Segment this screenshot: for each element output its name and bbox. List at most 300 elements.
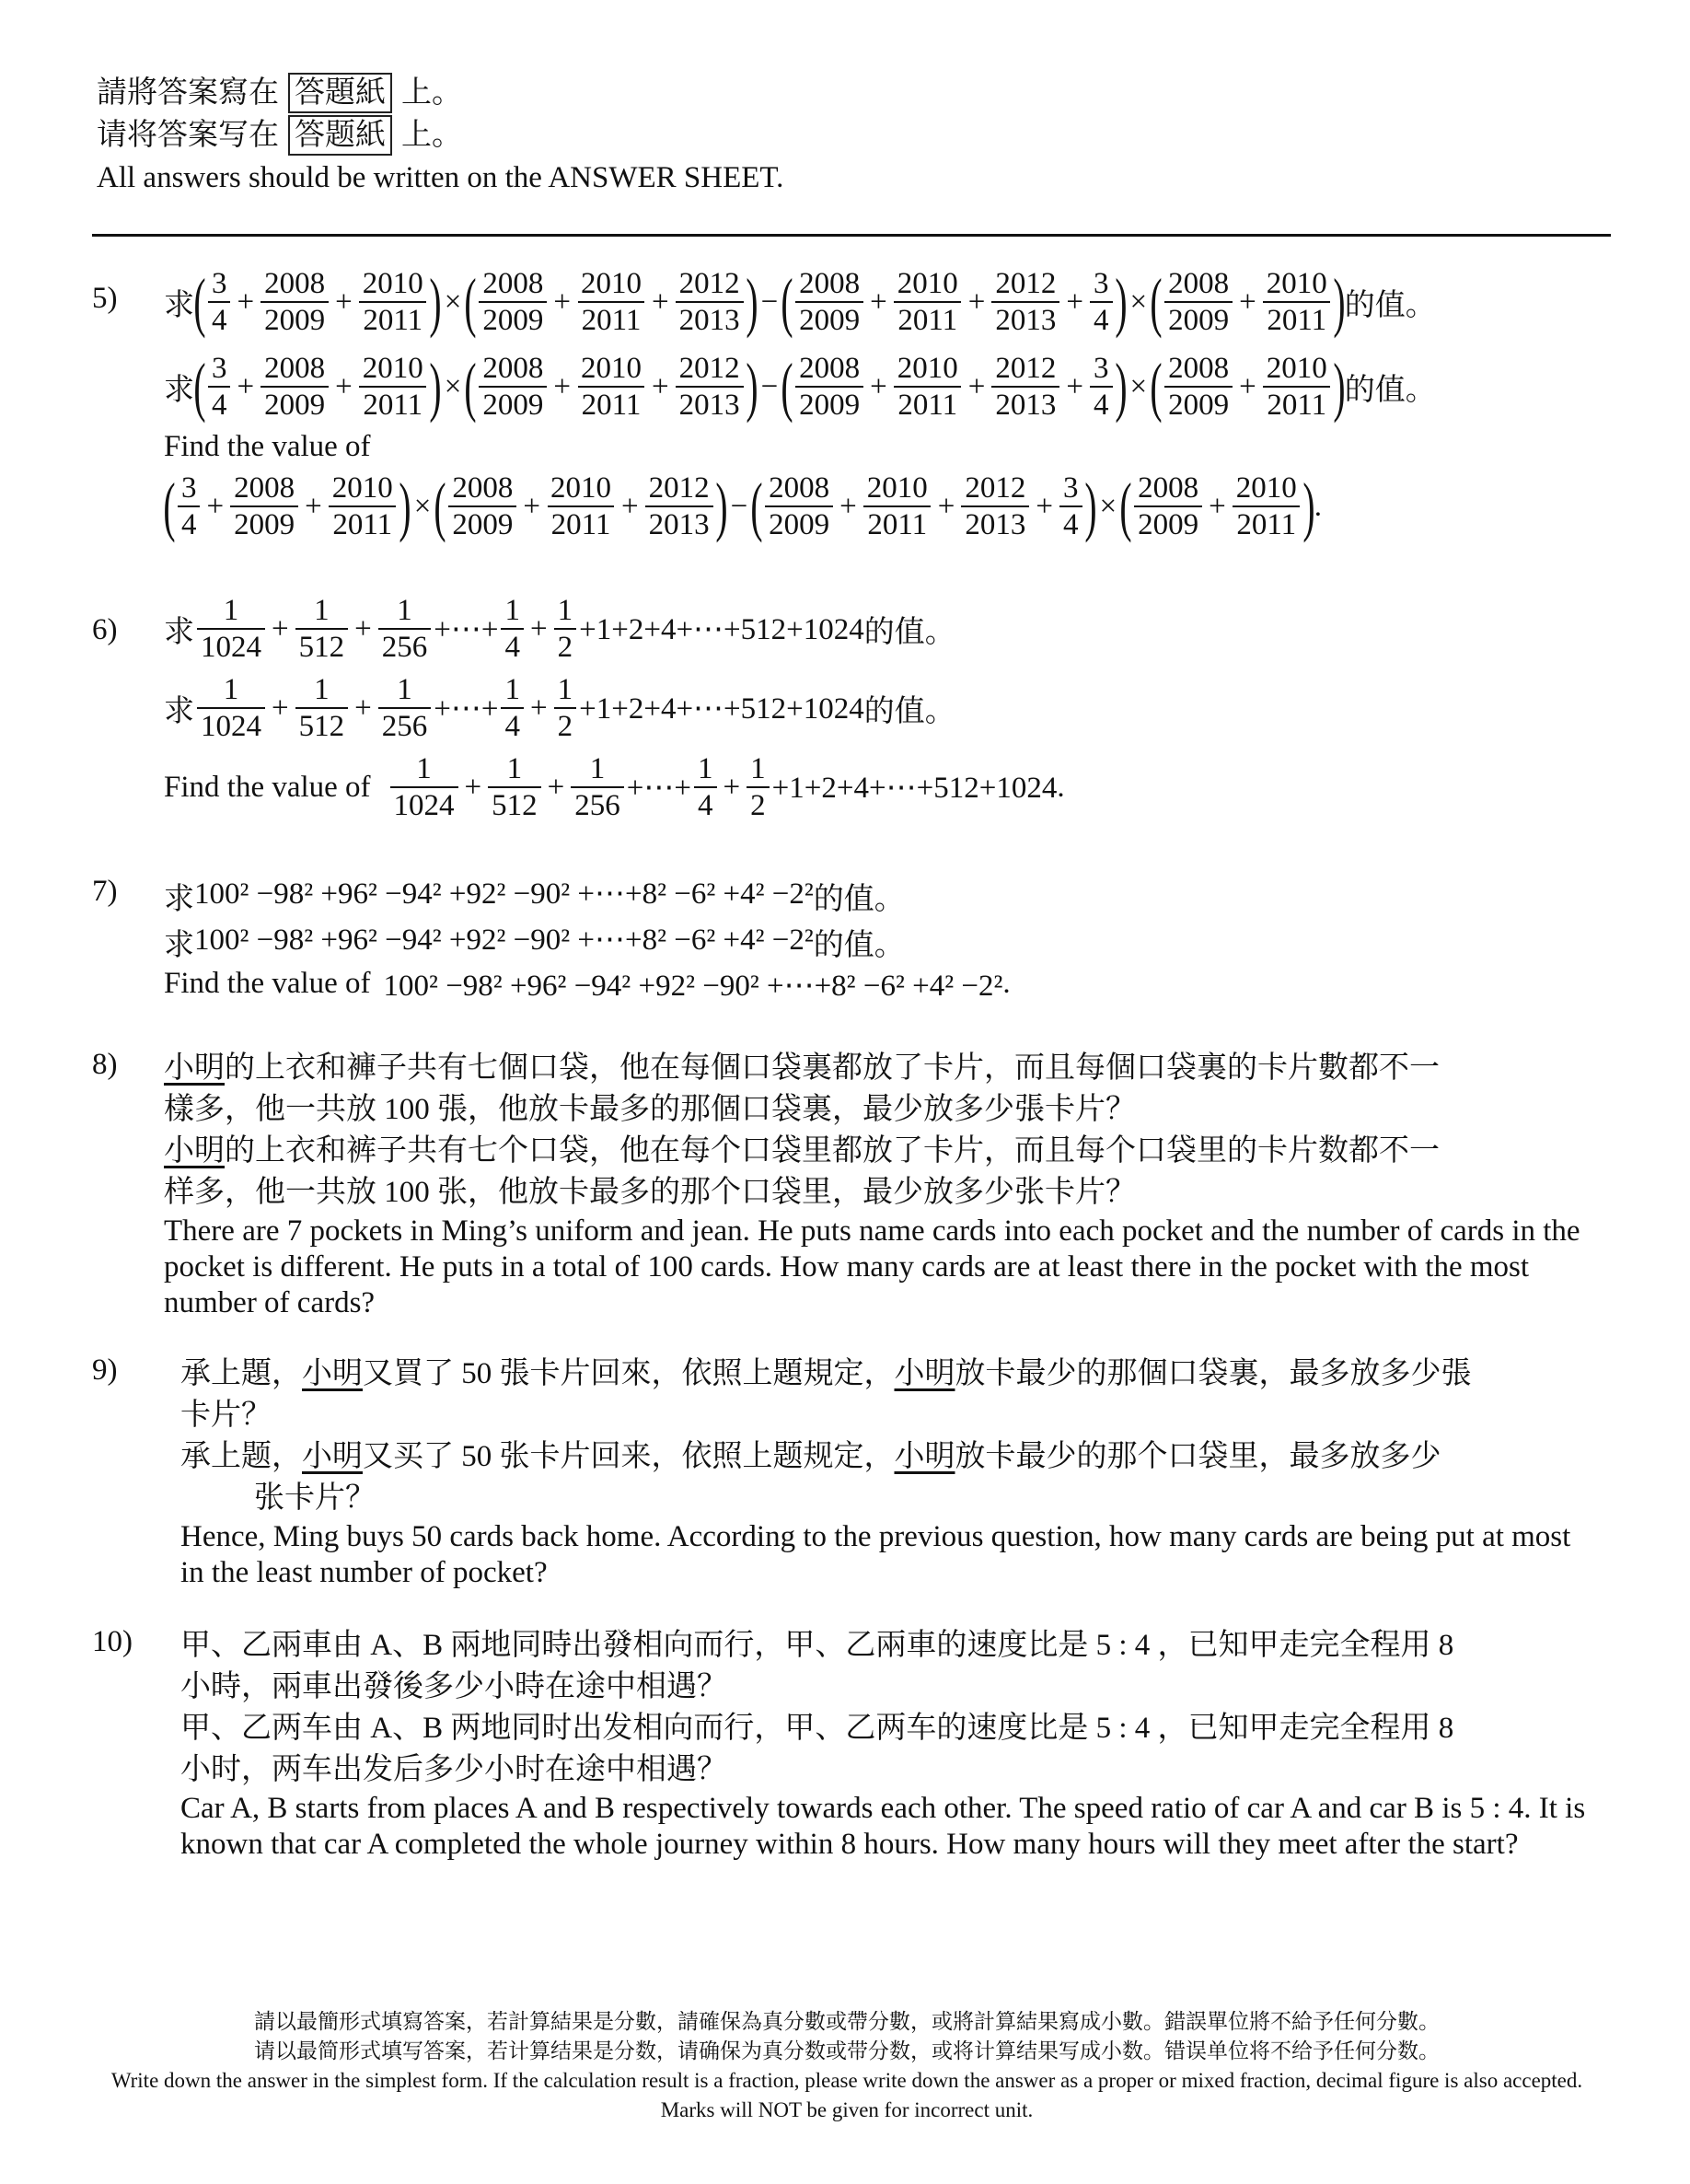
value-suffix: 的值。 (813, 929, 905, 962)
plus-sign: + (937, 489, 955, 523)
q10-english: Car A, B starts from places A and B respectively towards each other. The speed ratio of car A and car B is 5 : 4. It is known that car A completed the whole journey within 8 hours. How many hours will they meet after the start? (180, 1792, 1586, 1861)
question-9 (92, 1353, 1620, 1593)
numerator: 2008 (1168, 352, 1230, 385)
q9-trad-line2: 卡片？ (180, 1399, 272, 1432)
question-7-body (164, 875, 1620, 1013)
q8-simp-line2: 样多，他一共放 100 张，他放卡最多的那个口袋里，最少放多少张卡片？ (164, 1176, 1136, 1209)
minus-sign: − (760, 285, 779, 319)
numerator: 1 (416, 752, 432, 785)
q5-row-english (164, 464, 1620, 549)
numerator: 3 (1063, 471, 1079, 505)
q8-trad-line2: 樣多，他一共放 100 張，他放卡最多的那個口袋裏，最少放多少張卡片？ (164, 1093, 1136, 1126)
plus-sign: + (335, 369, 353, 403)
denominator: 2009 (795, 301, 863, 338)
numerator: 2010 (331, 471, 393, 505)
denominator: 2009 (1164, 386, 1233, 423)
numerator: 1 (397, 594, 412, 627)
plus-sign: + (529, 611, 548, 645)
q5-row-traditional (164, 260, 1620, 344)
instruction-english: All answers should be written on the ANSWER SHEET. (97, 161, 784, 194)
fraction (295, 593, 349, 665)
right-paren: ) (1114, 265, 1128, 339)
fraction (961, 470, 1029, 542)
q7-expression: 100² −98² +96² −94² +92² −90² +⋯+8² −6² +4² −2² (383, 970, 1003, 1003)
footer-note (110, 2007, 1583, 2125)
plus-sign: + (1066, 369, 1084, 403)
instruction-trad-prefix: 請將答案寫在 (97, 76, 279, 110)
denominator: 2011 (329, 505, 396, 542)
ellipsis-term: +⋯+ (626, 772, 692, 805)
fraction (1134, 470, 1202, 542)
q5-row-simplified (164, 344, 1620, 429)
fraction (488, 751, 541, 823)
denominator: 2 (554, 707, 577, 744)
q9-simp-line1 (180, 1436, 1620, 1478)
left-paren: ( (163, 470, 176, 543)
denominator: 2011 (359, 301, 426, 338)
fraction (765, 470, 833, 542)
q10-simp-line1: 甲、乙两车由 A、B 两地同时出发相向而行，甲、乙两车的速度比是 5 : 4 ，已知甲走完全程用 8 (180, 1712, 1454, 1745)
numerator: 2010 (897, 267, 958, 300)
answer-sheet-box-simp: 答题紙 (288, 115, 392, 156)
fraction (991, 351, 1059, 423)
numerator: 2008 (1168, 267, 1230, 300)
qiu-label: 求 (164, 373, 194, 407)
question-9-body (180, 1353, 1620, 1591)
times-sign: × (444, 285, 462, 319)
plus-sign: + (553, 285, 571, 319)
question-5-body (164, 260, 1620, 549)
header-divider (92, 234, 1611, 237)
find-label: Find the value of (164, 770, 371, 804)
denominator: 2009 (765, 505, 833, 542)
q6-expression (388, 751, 1058, 823)
numerator: 3 (211, 267, 227, 300)
denominator: 4 (1059, 505, 1082, 542)
instruction-simp-prefix: 请将答案写在 (97, 119, 279, 152)
question-number: 10) (92, 1625, 133, 1658)
numerator: 2012 (678, 267, 740, 300)
q8-trad-text: 的上衣和褲子共有七個口袋，他在每個口袋裏都放了卡片，而且每個口袋裏的卡片數都不一 (225, 1051, 1440, 1085)
right-paren: ) (1114, 350, 1128, 424)
plus-sign: + (464, 770, 482, 804)
numerator: 2010 (550, 471, 611, 505)
right-paren: ) (714, 470, 728, 543)
left-paren: ( (464, 350, 477, 424)
question-number: 6) (92, 613, 118, 646)
q8-simp-text: 的上衣和裤子共有七个口袋，他在每个口袋里都放了卡片，而且每个口袋里的卡片数都不一 (225, 1134, 1440, 1168)
numerator: 1 (223, 673, 239, 706)
times-sign: × (1099, 489, 1117, 523)
numerator: 1 (223, 594, 239, 627)
fraction (501, 593, 524, 665)
right-paren: ) (1333, 265, 1346, 339)
numerator: 2012 (995, 352, 1057, 385)
fraction (260, 351, 329, 423)
question-number: 8) (92, 1048, 118, 1081)
fraction (260, 266, 329, 338)
numerator: 2012 (995, 267, 1057, 300)
q7-expression: 100² −98² +96² −94² +92² −90² +⋯+8² −6² +4² −2² (194, 924, 814, 957)
plus-sign: + (272, 611, 289, 645)
fraction (577, 351, 645, 423)
left-paren: ( (1150, 350, 1163, 424)
value-suffix: 的值。 (813, 883, 905, 916)
denominator: 2009 (260, 301, 329, 338)
denominator: 2013 (645, 505, 713, 542)
footer-english: Write down the answer in the simplest form. If the calculation result is a fraction, please write down the answer as a proper or mixed fraction, decimal figure is also accepted. Marks will NOT be given for incorrect unit. (110, 2069, 1583, 2121)
left-paren: ( (193, 265, 206, 339)
minus-sign: − (760, 369, 779, 403)
q8-simp-line1 (164, 1131, 1620, 1172)
minus-sign: − (730, 489, 748, 523)
fraction (1090, 266, 1113, 338)
numerator: 3 (211, 352, 227, 385)
plus-sign: + (967, 369, 986, 403)
left-paren: ( (750, 470, 763, 543)
denominator: 2011 (1233, 505, 1300, 542)
fraction (208, 351, 231, 423)
numerator: 2010 (362, 352, 423, 385)
times-sign: × (444, 369, 462, 403)
left-paren: ( (464, 265, 477, 339)
q5-expression (164, 470, 1314, 542)
q8-trad-line1 (164, 1048, 1620, 1089)
fraction (991, 266, 1059, 338)
numerator: 1 (557, 673, 573, 706)
fraction (501, 672, 524, 744)
integer-sum: +1+2+4+⋯+512+1024 (771, 772, 1058, 805)
end-period: . (1314, 489, 1322, 523)
name-ming: 小明 (164, 1051, 225, 1085)
q5-find-label-row (164, 429, 1620, 464)
left-paren: ( (1150, 265, 1163, 339)
denominator: 4 (501, 628, 524, 665)
q10-trad-line2: 小時，兩車出發後多少小時在途中相遇？ (180, 1670, 727, 1703)
fraction (577, 266, 645, 338)
numerator: 2012 (965, 471, 1026, 505)
denominator: 2 (554, 628, 577, 665)
plus-sign: + (237, 369, 255, 403)
plus-sign: + (1036, 489, 1054, 523)
question-5 (92, 260, 1620, 545)
right-paren: ) (1333, 350, 1346, 424)
name-ming: 小明 (302, 1357, 363, 1390)
name-ming: 小明 (894, 1440, 955, 1473)
q9-simp-text: 放卡最少的那个口袋里，最多放多少 (955, 1440, 1441, 1473)
value-suffix: 的值。 (863, 694, 955, 728)
plus-sign: + (870, 369, 887, 403)
q9-trad-text: 放卡最少的那個口袋裏，最多放多少張 (955, 1357, 1472, 1390)
end-period: . (1002, 967, 1011, 1000)
denominator: 2011 (548, 505, 615, 542)
numerator: 3 (1094, 267, 1109, 300)
numerator: 2010 (1235, 471, 1297, 505)
numerator: 2008 (799, 267, 861, 300)
q9-trad-line1 (180, 1353, 1620, 1395)
denominator: 2011 (578, 301, 645, 338)
plus-sign: + (723, 770, 741, 804)
numerator: 2008 (452, 471, 514, 505)
numerator: 1 (750, 752, 766, 785)
integer-sum: +1+2+4+⋯+512+1024 (579, 613, 864, 646)
fraction (1263, 351, 1331, 423)
denominator: 2009 (1164, 301, 1233, 338)
end-period: . (1057, 770, 1065, 804)
plus-sign: + (870, 285, 887, 319)
numerator: 1 (397, 673, 412, 706)
right-paren: ) (1302, 470, 1315, 543)
q6-expression (194, 672, 864, 744)
denominator: 512 (488, 786, 541, 823)
numerator: 1 (506, 752, 523, 785)
denominator: 1024 (197, 707, 265, 744)
plus-sign: + (523, 489, 540, 523)
denominator: 2009 (1134, 505, 1202, 542)
fraction (694, 751, 717, 823)
fraction (676, 266, 744, 338)
numerator: 3 (180, 471, 197, 505)
numerator: 2010 (897, 352, 958, 385)
denominator: 1024 (197, 628, 265, 665)
denominator: 2011 (894, 386, 961, 423)
plus-sign: + (553, 369, 571, 403)
q7-expression: 100² −98² +96² −94² +92² −90² +⋯+8² −6² +4² −2² (194, 877, 814, 911)
denominator: 2009 (479, 301, 547, 338)
left-paren: ( (434, 470, 446, 543)
numerator: 1 (314, 673, 330, 706)
q6-row-traditional (164, 589, 1620, 668)
plus-sign: + (1209, 489, 1226, 523)
fraction (863, 470, 932, 542)
fraction (795, 266, 863, 338)
numerator: 1 (557, 594, 573, 627)
fraction (295, 672, 349, 744)
fraction (1263, 266, 1331, 338)
numerator: 2010 (362, 267, 423, 300)
numerator: 2012 (678, 352, 740, 385)
numerator: 1 (698, 752, 713, 785)
question-6 (92, 589, 1620, 838)
fraction (1059, 470, 1082, 542)
right-paren: ) (429, 265, 442, 339)
footer-traditional: 請以最簡形式填寫答案，若計算結果是分數，請確保為真分數或帶分數，或將計算結果寫成小數。錯誤單位將不給予任何分數。 (254, 2010, 1440, 2033)
instruction-header (97, 72, 783, 199)
q7-row-simplified (164, 921, 1620, 967)
fraction (1233, 470, 1301, 542)
fraction (479, 266, 547, 338)
plus-sign: + (354, 691, 372, 725)
q5-expression (194, 351, 1345, 423)
fraction (1090, 351, 1113, 423)
numerator: 2008 (482, 352, 544, 385)
plus-sign: + (547, 770, 565, 804)
fraction (378, 672, 432, 744)
q5-expression (194, 266, 1345, 338)
times-sign: × (413, 489, 432, 523)
fraction (197, 672, 265, 744)
ellipsis-term: +⋯+ (434, 692, 499, 726)
plus-sign: + (237, 285, 255, 319)
denominator: 2013 (676, 301, 744, 338)
denominator: 2009 (795, 386, 863, 423)
plus-sign: + (529, 691, 548, 725)
right-paren: ) (745, 265, 758, 339)
numerator: 2008 (264, 267, 326, 300)
fraction (676, 351, 744, 423)
q9-english: Hence, Ming buys 50 cards back home. According to the previous question, how many cards are being put at most in the least number of pocket? (180, 1520, 1571, 1589)
value-suffix: 的值。 (1344, 288, 1436, 322)
denominator: 2011 (578, 386, 645, 423)
plus-sign: + (335, 285, 353, 319)
name-ming: 小明 (302, 1440, 363, 1473)
find-label: Find the value of (164, 429, 371, 463)
numerator: 1 (589, 752, 606, 785)
denominator: 2011 (359, 386, 426, 423)
fraction (795, 351, 863, 423)
denominator: 2011 (894, 301, 961, 338)
denominator: 2009 (230, 505, 298, 542)
times-sign: × (1129, 369, 1148, 403)
question-7 (92, 875, 1620, 1013)
qiu-label: 求 (164, 615, 194, 649)
denominator: 2009 (479, 386, 547, 423)
denominator: 256 (378, 707, 432, 744)
name-ming: 小明 (894, 1357, 955, 1390)
fraction (554, 672, 577, 744)
q8-english: There are 7 pockets in Ming’s uniform and jean. He puts name cards into each pocket and the number of cards in the pocket is different. He puts in a total of 100 cards. How many cards are at least there in the pocket with the most number of cards? (164, 1214, 1580, 1319)
question-8 (92, 1048, 1620, 1324)
instruction-simp-suffix: 上。 (401, 119, 462, 152)
left-paren: ( (1119, 470, 1132, 543)
qiu-label: 求 (164, 288, 194, 322)
denominator: 4 (1090, 301, 1113, 338)
numerator: 2008 (234, 471, 295, 505)
qiu-label: 求 (164, 929, 194, 962)
plus-sign: + (1239, 285, 1256, 319)
denominator: 4 (1090, 386, 1113, 423)
q7-row-traditional (164, 875, 1620, 921)
numerator: 2008 (1138, 471, 1199, 505)
numerator: 2008 (264, 352, 326, 385)
denominator: 4 (208, 301, 231, 338)
denominator: 2013 (961, 505, 1029, 542)
instruction-simplified (97, 114, 783, 157)
numerator: 2012 (648, 471, 710, 505)
right-paren: ) (399, 470, 411, 543)
fraction (359, 351, 427, 423)
numerator: 2010 (1266, 352, 1327, 385)
plus-sign: + (272, 691, 289, 725)
numerator: 3 (1094, 352, 1109, 385)
plus-sign: + (354, 611, 372, 645)
instruction-trad-suffix: 上。 (401, 76, 462, 110)
numerator: 1 (504, 594, 520, 627)
question-number: 5) (92, 282, 118, 315)
fraction (1164, 266, 1233, 338)
denominator: 1024 (390, 786, 458, 823)
instruction-traditional (97, 72, 783, 114)
denominator: 512 (295, 628, 349, 665)
fraction (1164, 351, 1233, 423)
fraction (448, 470, 516, 542)
plus-sign: + (1066, 285, 1084, 319)
fraction (230, 470, 298, 542)
q7-row-english (164, 967, 1620, 1013)
denominator: 2013 (676, 386, 744, 423)
q9-simp-text: 又买了 50 张卡片回来，依照上题规定， (363, 1440, 895, 1473)
denominator: 2009 (260, 386, 329, 423)
denominator: 512 (295, 707, 349, 744)
denominator: 2009 (448, 505, 516, 542)
denominator: 2013 (991, 386, 1059, 423)
numerator: 2010 (1266, 267, 1327, 300)
q6-expression (194, 593, 864, 665)
plus-sign: + (967, 285, 986, 319)
plus-sign: + (620, 489, 639, 523)
denominator: 4 (694, 786, 717, 823)
numerator: 2008 (799, 352, 861, 385)
left-paren: ( (781, 350, 793, 424)
right-paren: ) (429, 350, 442, 424)
q10-simp-line2: 小时，两车出发后多少小时在途中相遇？ (180, 1753, 727, 1786)
right-paren: ) (1083, 470, 1097, 543)
fraction (894, 266, 962, 338)
fraction (894, 351, 962, 423)
left-paren: ( (193, 350, 206, 424)
fraction (197, 593, 265, 665)
q9-simp-text: 承上题， (180, 1440, 302, 1473)
fraction (178, 470, 201, 542)
denominator: 2 (747, 786, 770, 823)
value-suffix: 的值。 (1344, 373, 1436, 407)
answer-sheet-box-trad: 答題紙 (288, 73, 392, 113)
question-10 (92, 1625, 1620, 1901)
question-6-body (164, 589, 1620, 827)
q9-trad-text: 又買了 50 張卡片回來，依照上題規定， (363, 1357, 895, 1390)
plus-sign: + (1239, 369, 1256, 403)
denominator: 2011 (1263, 301, 1330, 338)
denominator: 4 (208, 386, 231, 423)
fraction (554, 593, 577, 665)
fraction (571, 751, 624, 823)
question-10-body (180, 1625, 1620, 1863)
question-8-body (164, 1048, 1620, 1321)
fraction (390, 751, 458, 823)
fraction (747, 751, 770, 823)
q6-row-english (164, 748, 1620, 827)
plus-sign: + (206, 489, 225, 523)
fraction (359, 266, 427, 338)
numerator: 2010 (866, 471, 928, 505)
numerator: 2010 (580, 352, 642, 385)
q9-trad-text: 承上題， (180, 1357, 302, 1390)
denominator: 256 (378, 628, 432, 665)
question-number: 9) (92, 1353, 118, 1387)
denominator: 2011 (863, 505, 931, 542)
name-ming: 小明 (164, 1134, 225, 1168)
value-suffix: 的值。 (863, 615, 955, 649)
plus-sign: + (305, 489, 322, 523)
times-sign: × (1129, 285, 1148, 319)
denominator: 2013 (991, 301, 1059, 338)
q10-trad-line1: 甲、乙兩車由 A、B 兩地同時出發相向而行，甲、乙兩車的速度比是 5 : 4 ，已知甲走完全程用 8 (180, 1629, 1454, 1662)
left-paren: ( (781, 265, 793, 339)
integer-sum: +1+2+4+⋯+512+1024 (579, 692, 864, 726)
fraction (479, 351, 547, 423)
numerator: 2008 (482, 267, 544, 300)
right-paren: ) (745, 350, 758, 424)
